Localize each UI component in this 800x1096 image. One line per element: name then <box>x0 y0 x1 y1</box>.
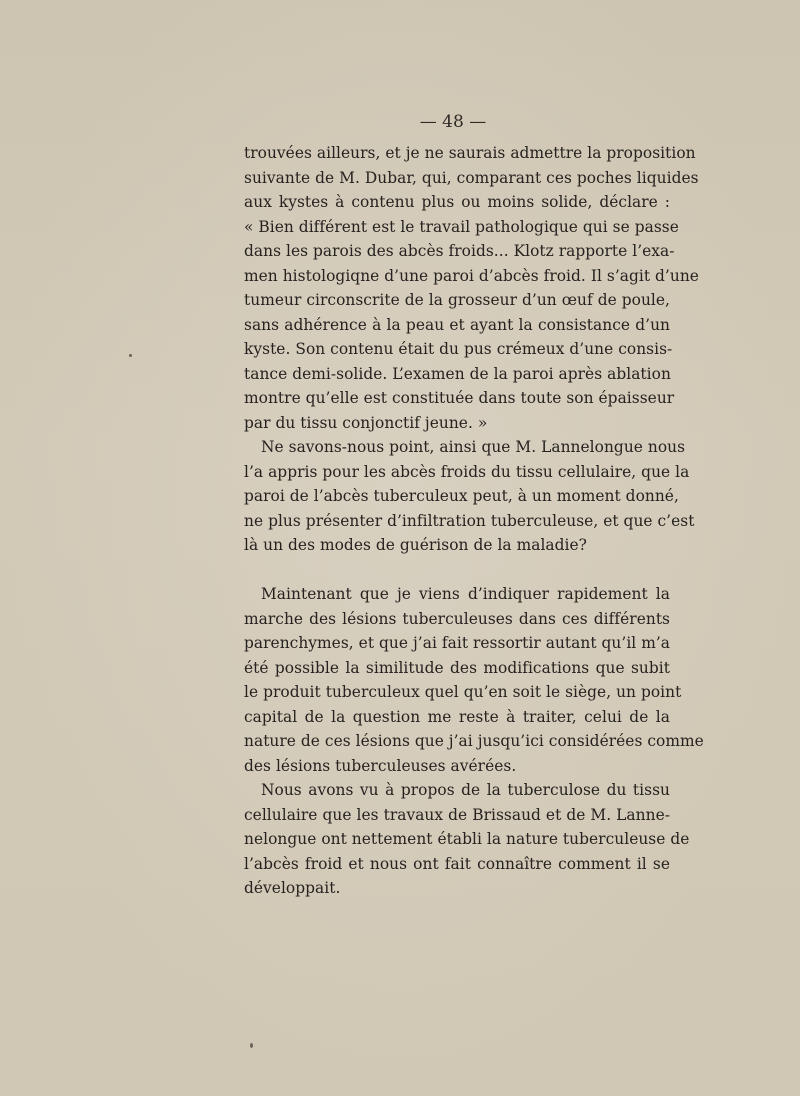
text-line: capital de la question me reste à traiter, celui de la <box>244 707 670 726</box>
text-line: Maintenant que je viens d’indiquer rapidement la <box>261 585 670 603</box>
text-line: tumeur circonscrite de la grosseur d’un œuf de poule, <box>244 291 670 309</box>
text-line: marche des lésions tuberculeuses dans ces différents <box>244 609 670 628</box>
text-line: dans les parois des abcès froids... Klotz rapporte l’exa- <box>244 242 675 260</box>
body-text <box>244 141 704 901</box>
text-line: paroi de l’abcès tuberculeux peut, à un moment donné, <box>244 487 679 505</box>
text-line: parenchymes, et que j’ai fait ressortir autant qu’il m’a <box>244 634 671 652</box>
text-line: des lésions tuberculeuses avérées. <box>244 756 517 775</box>
text-line: Nous avons vu à propos de la tuberculose du tissu <box>261 781 670 799</box>
text-line: Ne savons-nous point, ainsi que M. Lannelongue nous <box>261 438 686 456</box>
text-line: ne plus présenter d’infiltration tuberculeuse, et que c’est <box>244 511 695 530</box>
paragraph <box>244 778 690 901</box>
text-line: l’abcès froid et nous ont fait connaître comment il se <box>244 854 670 873</box>
text-line: tance demi-solide. L’examen de la paroi après ablation <box>244 364 671 383</box>
text-line: nature de ces lésions que j’ai jusqu’ici considérées comme <box>244 732 704 750</box>
page-number: — 48 — <box>419 112 487 132</box>
text-line: nelongue ont nettement établi la nature tuberculeuse de <box>244 830 690 848</box>
text-line: l’a appris pour les abcès froids du tissu cellulaire, que la <box>244 462 690 481</box>
paragraph <box>244 435 695 558</box>
paragraph <box>244 582 704 778</box>
text-line: aux kystes à contenu plus ou moins solide, déclare : <box>244 193 670 211</box>
text-line: développait. <box>244 879 341 897</box>
text-line: suivante de M. Dubar, qui, comparant ces poches liquides <box>244 168 699 187</box>
text-line: « Bien différent est le travail pathologique qui se passe <box>244 217 679 236</box>
paragraph <box>244 141 699 435</box>
section-gap <box>244 558 670 583</box>
paper-speck <box>250 1043 253 1048</box>
text-line: kyste. Son contenu était du pus crémeux d’une consis- <box>244 340 673 358</box>
text-line: trouvées ailleurs, et je ne saurais admettre la proposition <box>244 144 696 162</box>
text-line: men histologiqne d’une paroi d’abcès froid. Il s’agit d’une <box>244 266 699 285</box>
text-line: sans adhérence à la peau et ayant la consistance d’un <box>244 315 670 334</box>
text-line: cellulaire que les travaux de Brissaud et de M. Lanne- <box>244 805 670 824</box>
text-line: le produit tuberculeux quel qu’en soit le siège, un point <box>244 683 682 701</box>
text-line: par du tissu conjonctif jeune. » <box>244 413 488 432</box>
paper-speck <box>129 354 132 357</box>
text-line: là un des modes de guérison de la maladie? <box>244 536 587 554</box>
text-line: montre qu’elle est constituée dans toute son épaisseur <box>244 389 675 407</box>
text-line: été possible la similitude des modifications que subit <box>244 658 670 677</box>
